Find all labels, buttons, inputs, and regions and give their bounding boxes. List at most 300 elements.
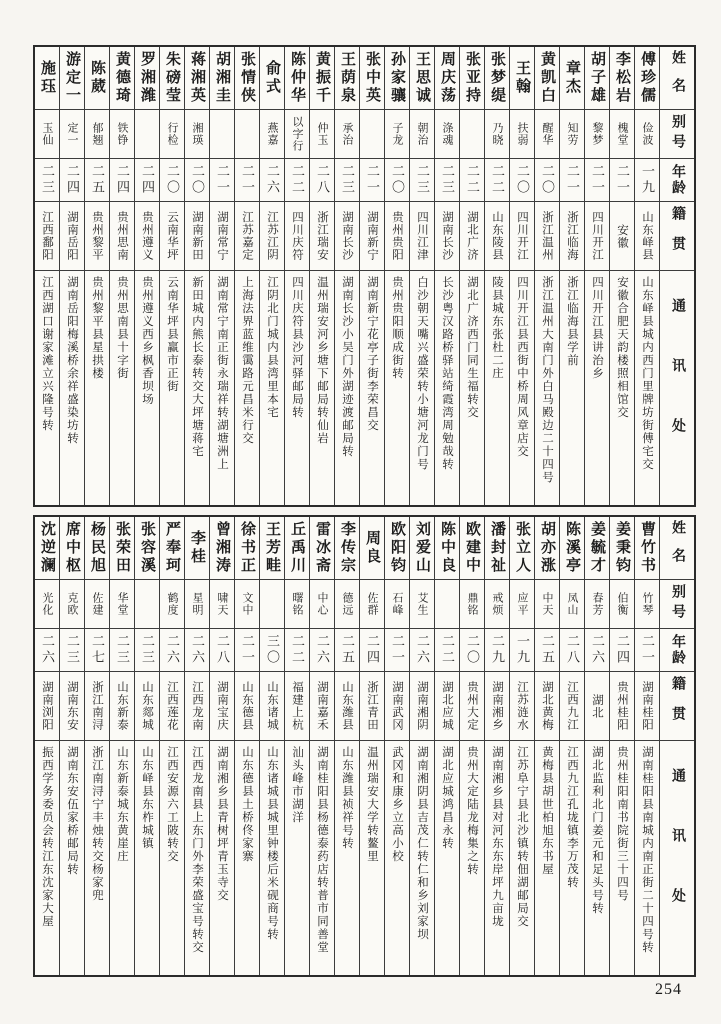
entry-name: 曾湘涛 bbox=[214, 521, 230, 575]
directory-entry-column bbox=[409, 47, 434, 505]
entry-alias: 俭波 bbox=[635, 109, 659, 158]
entry-native-place: 安徽 bbox=[610, 201, 634, 270]
directory-entry-column bbox=[409, 517, 434, 975]
entry-age: 一九 bbox=[510, 628, 534, 671]
directory-entry-column bbox=[334, 47, 359, 505]
directory-entry-column bbox=[134, 47, 159, 505]
entry-native-place: 湖南嘉禾 bbox=[310, 671, 334, 740]
directory-entry-column bbox=[434, 517, 459, 975]
directory-entry-column bbox=[84, 517, 109, 975]
entry-native-place: 贵州桂阳 bbox=[610, 671, 634, 740]
entry-age: 三〇 bbox=[260, 628, 284, 671]
entry-name: 雷冰斋 bbox=[314, 521, 330, 575]
entry-name: 刘爱山 bbox=[414, 521, 430, 575]
entry-age: 二二 bbox=[485, 158, 509, 201]
entry-age: 二八 bbox=[310, 158, 334, 201]
entry-address: 湖南岳阳梅溪桥余祥盛染坊转 bbox=[60, 270, 84, 505]
entry-alias bbox=[135, 109, 159, 158]
directory-entry-column bbox=[109, 517, 134, 975]
entry-native-place: 江西龙南 bbox=[185, 671, 209, 740]
entry-age: 二三 bbox=[410, 158, 434, 201]
entry-age: 二二 bbox=[285, 628, 309, 671]
entry-address: 温州瑞安大学转鳌里 bbox=[360, 740, 384, 975]
directory-entry-column bbox=[159, 47, 184, 505]
entry-native-place: 贵州大定 bbox=[460, 671, 484, 740]
entry-native-place: 江西莲花 bbox=[160, 671, 184, 740]
entry-name: 胡湘圭 bbox=[214, 51, 230, 105]
header-name: 姓名 bbox=[670, 50, 685, 106]
entry-native-place: 山东峄县 bbox=[635, 201, 659, 270]
entry-native-place: 贵州黎平 bbox=[85, 201, 109, 270]
entry-native-place: 福建上杭 bbox=[285, 671, 309, 740]
entry-address: 江西九江孔垅镇李万茂转 bbox=[560, 740, 584, 975]
entry-alias bbox=[260, 579, 284, 628]
entry-address: 湖南常宁南正街永瑞祥转湖塘洲上 bbox=[210, 270, 234, 505]
entry-alias bbox=[360, 109, 384, 158]
directory-entry-column bbox=[359, 47, 384, 505]
entry-name: 王荫泉 bbox=[339, 51, 355, 105]
directory-entry-column bbox=[259, 47, 284, 505]
entry-native-place: 江西鄱阳 bbox=[35, 201, 59, 270]
directory-entry-column bbox=[534, 47, 559, 505]
entry-address: 山东新泰城东黄崖庄 bbox=[110, 740, 134, 975]
entry-name: 孙家骧 bbox=[389, 51, 405, 105]
entry-age: 二四 bbox=[60, 158, 84, 201]
entry-alias: 行检 bbox=[160, 109, 184, 158]
entry-age: 二六 bbox=[310, 628, 334, 671]
entry-name: 陈葳 bbox=[89, 60, 105, 96]
entry-address: 温州瑞安河乡塘下邮局转仙岩 bbox=[310, 270, 334, 505]
directory-entry-column bbox=[284, 47, 309, 505]
directory-entry-column bbox=[459, 47, 484, 505]
directory-entry-column bbox=[259, 517, 284, 975]
entry-address: 贵州大定陆龙梅集之转 bbox=[460, 740, 484, 975]
entry-age: 二八 bbox=[210, 628, 234, 671]
entry-alias: 克欧 bbox=[60, 579, 84, 628]
entry-address: 山东潍县祯祥号转 bbox=[335, 740, 359, 975]
entry-alias: 子龙 bbox=[385, 109, 409, 158]
entry-age: 二三 bbox=[110, 628, 134, 671]
entry-age: 二四 bbox=[110, 158, 134, 201]
entry-address: 湖南桂阳县杨德泰药店转普市同善堂 bbox=[310, 740, 334, 975]
entry-age: 二四 bbox=[135, 158, 159, 201]
entry-alias bbox=[135, 579, 159, 628]
directory-entry-column bbox=[559, 47, 584, 505]
entry-age: 二二 bbox=[460, 158, 484, 201]
entry-alias: 仲玉 bbox=[310, 109, 334, 158]
directory-entry-column bbox=[484, 47, 509, 505]
header-alias: 别号 bbox=[660, 579, 694, 628]
entry-native-place: 湖北 bbox=[585, 671, 609, 740]
entry-alias: 佐建 bbox=[85, 579, 109, 628]
entry-name: 周庆荡 bbox=[439, 51, 455, 105]
header-native-place: 籍贯 bbox=[660, 201, 694, 270]
entry-address: 山东德县土桥佟家寨 bbox=[235, 740, 259, 975]
entry-alias bbox=[460, 109, 484, 158]
directory-entry-column bbox=[35, 517, 59, 975]
entry-name: 沈逆澜 bbox=[39, 521, 55, 575]
entry-alias: 醒华 bbox=[535, 109, 559, 158]
entry-name: 陈中良 bbox=[439, 521, 455, 575]
entry-alias: 鼎铭 bbox=[460, 579, 484, 628]
entry-alias: 知劳 bbox=[560, 109, 584, 158]
directory-entry-column bbox=[209, 47, 234, 505]
entry-age: 二六 bbox=[410, 628, 434, 671]
header-address: 通讯处 bbox=[660, 740, 694, 975]
entry-age: 二六 bbox=[35, 628, 59, 671]
entry-name: 杨民旭 bbox=[89, 521, 105, 575]
entry-name: 黄凯白 bbox=[539, 51, 555, 105]
entry-address: 湖北应城鸿昌永转 bbox=[435, 740, 459, 975]
entry-native-place: 湖北应城 bbox=[435, 671, 459, 740]
entry-address: 湖南湘乡县对河东东岸坪九亩垅 bbox=[485, 740, 509, 975]
entry-alias: 凤山 bbox=[560, 579, 584, 628]
directory-entry-column bbox=[184, 47, 209, 505]
directory-entry-column bbox=[35, 47, 59, 505]
entry-address: 贵州桂阳南书院街三十四号 bbox=[610, 740, 634, 975]
directory-entry-column bbox=[534, 517, 559, 975]
entry-name: 严奉珂 bbox=[164, 521, 180, 575]
entry-address: 振西学务委员会转江东沈家大屋 bbox=[35, 740, 59, 975]
entry-age: 二九 bbox=[485, 628, 509, 671]
entry-name: 俞式 bbox=[264, 60, 280, 96]
entry-name: 黄振千 bbox=[314, 51, 330, 105]
entry-name: 欧阳钧 bbox=[389, 521, 405, 575]
entry-alias: 艾生 bbox=[410, 579, 434, 628]
header-address: 通讯处 bbox=[660, 270, 694, 505]
entry-age: 二六 bbox=[260, 158, 284, 201]
entry-address: 贵州黎平县星拱楼 bbox=[85, 270, 109, 505]
header-name: 姓名 bbox=[670, 520, 685, 576]
entry-age: 二六 bbox=[160, 628, 184, 671]
directory-entry-column bbox=[384, 517, 409, 975]
entry-native-place: 浙江瑞安 bbox=[310, 201, 334, 270]
entry-address: 浙江温州大南门外白马殿边二十四号 bbox=[535, 270, 559, 505]
entry-address: 湖南东安伍家桥邮局转 bbox=[60, 740, 84, 975]
entry-name: 王芳畦 bbox=[264, 521, 280, 575]
directory-entry-column bbox=[609, 47, 634, 505]
entry-name: 张荣田 bbox=[114, 521, 130, 575]
directory-entry-column bbox=[209, 517, 234, 975]
entry-native-place: 四川开江 bbox=[585, 201, 609, 270]
entry-native-place: 江苏嘉定 bbox=[235, 201, 259, 270]
entry-native-place: 湖南长沙 bbox=[335, 201, 359, 270]
entry-name: 姜毓才 bbox=[589, 521, 605, 575]
directory-entry-column bbox=[184, 517, 209, 975]
entry-address: 浙江临海县学前 bbox=[560, 270, 584, 505]
entry-address: 白沙朝天嘴兴盛荣转小塘河龙门号 bbox=[410, 270, 434, 505]
directory-entry-column bbox=[384, 47, 409, 505]
entry-age: 二一 bbox=[585, 158, 609, 201]
entry-age: 二〇 bbox=[185, 158, 209, 201]
directory-entry-column bbox=[609, 517, 634, 975]
entry-address: 湖南湘阴县吉茂仁转仁和乡刘家坝 bbox=[410, 740, 434, 975]
entry-address: 湖南长沙小吴门外湖迹渡邮局转 bbox=[335, 270, 359, 505]
entry-alias: 啸天 bbox=[210, 579, 234, 628]
entry-native-place: 四川江津 bbox=[410, 201, 434, 270]
entry-name: 胡子雄 bbox=[589, 51, 605, 105]
entry-age: 二一 bbox=[360, 158, 384, 201]
entry-alias: 铁铮 bbox=[110, 109, 134, 158]
entry-age: 二四 bbox=[610, 628, 634, 671]
entry-native-place: 湖南桂阳 bbox=[635, 671, 659, 740]
header-native-place: 籍贯 bbox=[660, 671, 694, 740]
entry-address: 汕头峰市湖洋 bbox=[285, 740, 309, 975]
entry-alias bbox=[210, 109, 234, 158]
entry-alias: 华堂 bbox=[110, 579, 134, 628]
entry-address: 浙江南浔宁丰烛转交杨家兜 bbox=[85, 740, 109, 975]
entry-alias: 春芳 bbox=[585, 579, 609, 628]
entry-address: 云南华坪县赢市正街 bbox=[160, 270, 184, 505]
table-separator bbox=[33, 507, 696, 515]
directory-entry-column bbox=[634, 517, 659, 975]
directory-entry-column bbox=[59, 47, 84, 505]
entry-alias: 星明 bbox=[185, 579, 209, 628]
entry-alias: 中天 bbox=[535, 579, 559, 628]
entry-name: 张梦缇 bbox=[489, 51, 505, 105]
directory-entry-column bbox=[84, 47, 109, 505]
directory-entry-column bbox=[59, 517, 84, 975]
entry-name: 李松岩 bbox=[614, 51, 630, 105]
entry-native-place: 云南华坪 bbox=[160, 201, 184, 270]
entry-native-place: 江西九江 bbox=[560, 671, 584, 740]
entry-name: 朱磅莹 bbox=[164, 51, 180, 105]
entry-name: 席中枢 bbox=[64, 521, 80, 575]
entry-native-place: 山东诸城 bbox=[260, 671, 284, 740]
entry-native-place: 湖南武冈 bbox=[385, 671, 409, 740]
directory-entry-column bbox=[134, 517, 159, 975]
entry-alias bbox=[235, 109, 259, 158]
entry-native-place: 湖南湘阴 bbox=[410, 671, 434, 740]
entry-age: 二三 bbox=[35, 158, 59, 201]
entry-name: 章杰 bbox=[564, 60, 580, 96]
entry-age: 二八 bbox=[560, 628, 584, 671]
entry-age: 二三 bbox=[435, 158, 459, 201]
entry-name: 陈溪亭 bbox=[564, 521, 580, 575]
header-column bbox=[659, 47, 694, 505]
entry-alias: 湘瑛 bbox=[185, 109, 209, 158]
entry-name: 陈仲华 bbox=[289, 51, 305, 105]
directory-entry-column bbox=[334, 517, 359, 975]
entry-address: 贵州遵义西乡枫香坝场 bbox=[135, 270, 159, 505]
entry-native-place: 湖南岳阳 bbox=[60, 201, 84, 270]
entry-name: 施珏 bbox=[39, 60, 55, 96]
entry-address: 江阴北门城内县湾里本宅 bbox=[260, 270, 284, 505]
entry-native-place: 湖南新宁 bbox=[360, 201, 384, 270]
entry-name: 罗湘潍 bbox=[139, 51, 155, 105]
entry-age: 二一 bbox=[235, 628, 259, 671]
entry-name: 徐书正 bbox=[239, 521, 255, 575]
directory-table-top bbox=[33, 45, 696, 507]
entry-age: 二〇 bbox=[385, 158, 409, 201]
directory-entry-column bbox=[509, 47, 534, 505]
entry-alias: 文中 bbox=[235, 579, 259, 628]
entry-address: 黄梅县胡世柏旭东书屋 bbox=[535, 740, 559, 975]
entry-native-place: 湖南东安 bbox=[60, 671, 84, 740]
directory-entry-column bbox=[484, 517, 509, 975]
entry-native-place: 山东郯城 bbox=[135, 671, 159, 740]
entry-alias bbox=[435, 579, 459, 628]
header-age: 年龄 bbox=[660, 628, 694, 671]
entry-address: 安徽合肥天韵楼照相馆交 bbox=[610, 270, 634, 505]
entry-native-place: 湖南常宁 bbox=[210, 201, 234, 270]
entry-name: 曹竹书 bbox=[639, 521, 655, 575]
entry-age: 二一 bbox=[210, 158, 234, 201]
entry-name: 张情侠 bbox=[239, 51, 255, 105]
entry-alias: 鹤度 bbox=[160, 579, 184, 628]
entry-name: 张立人 bbox=[514, 521, 530, 575]
entry-address: 四川庆符县沙河驿邮局转 bbox=[285, 270, 309, 505]
entry-native-place: 浙江临海 bbox=[560, 201, 584, 270]
entry-native-place: 湖南宝庆 bbox=[210, 671, 234, 740]
entry-address: 江西安源六工陂转交 bbox=[160, 740, 184, 975]
entry-name: 潘封祉 bbox=[489, 521, 505, 575]
entry-name: 胡亦涨 bbox=[539, 521, 555, 575]
entry-name: 丘禹川 bbox=[289, 521, 305, 575]
entry-age: 二六 bbox=[185, 628, 209, 671]
entry-age: 二〇 bbox=[460, 628, 484, 671]
entry-alias: 曙铭 bbox=[285, 579, 309, 628]
entry-alias: 应平 bbox=[510, 579, 534, 628]
entry-age: 二一 bbox=[560, 158, 584, 201]
entry-name: 傅珍儒 bbox=[639, 51, 655, 105]
entry-age: 二五 bbox=[85, 158, 109, 201]
directory-entry-column bbox=[234, 47, 259, 505]
entry-address: 陵县城东张杜二庄 bbox=[485, 270, 509, 505]
entry-alias: 黎梦 bbox=[585, 109, 609, 158]
directory-entry-column bbox=[559, 517, 584, 975]
entry-native-place: 贵州遵义 bbox=[135, 201, 159, 270]
entry-alias: 槐堂 bbox=[610, 109, 634, 158]
entry-age: 二五 bbox=[335, 628, 359, 671]
entry-name: 周良 bbox=[364, 530, 380, 566]
entry-native-place: 湖南新田 bbox=[185, 201, 209, 270]
entry-age: 二三 bbox=[60, 628, 84, 671]
entry-native-place: 浙江青田 bbox=[360, 671, 384, 740]
entry-address: 武冈和康乡立高小校 bbox=[385, 740, 409, 975]
entry-age: 二一 bbox=[235, 158, 259, 201]
entry-age: 二〇 bbox=[160, 158, 184, 201]
entry-age: 二七 bbox=[85, 628, 109, 671]
entry-address: 湖南桂阳县南城内南正街二十四号转 bbox=[635, 740, 659, 975]
directory-entry-column bbox=[434, 47, 459, 505]
entry-native-place: 江苏江阴 bbox=[260, 201, 284, 270]
entry-alias: 光化 bbox=[35, 579, 59, 628]
entry-address: 新田城内熊长泰转交大坪塘蒋宅 bbox=[185, 270, 209, 505]
directory-entry-column bbox=[359, 517, 384, 975]
entry-native-place: 山东陵县 bbox=[485, 201, 509, 270]
entry-name: 蒋湘英 bbox=[189, 51, 205, 105]
directory-entry-column bbox=[109, 47, 134, 505]
entry-alias: 郁翘 bbox=[85, 109, 109, 158]
entry-native-place: 湖北黄梅 bbox=[535, 671, 559, 740]
directory-entry-column bbox=[459, 517, 484, 975]
entry-age: 二四 bbox=[360, 628, 384, 671]
entry-native-place: 山东潍县 bbox=[335, 671, 359, 740]
entry-alias: 承治 bbox=[335, 109, 359, 158]
entry-native-place: 贵州贵阳 bbox=[385, 201, 409, 270]
entry-age: 二一 bbox=[385, 628, 409, 671]
entry-native-place: 湖南长沙 bbox=[435, 201, 459, 270]
entry-alias: 以字行 bbox=[285, 109, 309, 158]
entry-age: 二三 bbox=[335, 158, 359, 201]
entry-alias: 竹琴 bbox=[635, 579, 659, 628]
entry-address: 江西龙南县上东门外李荣盛宝号转交 bbox=[185, 740, 209, 975]
entry-native-place: 湖北广济 bbox=[460, 201, 484, 270]
entry-age: 二一 bbox=[635, 628, 659, 671]
entry-alias: 定一 bbox=[60, 109, 84, 158]
entry-native-place: 江苏涟水 bbox=[510, 671, 534, 740]
entry-address: 湖南湘乡县青树坪青玉寺交 bbox=[210, 740, 234, 975]
entry-age: 二二 bbox=[435, 628, 459, 671]
entry-alias: 玉仙 bbox=[35, 109, 59, 158]
entry-native-place: 湖南湘乡 bbox=[485, 671, 509, 740]
entry-address: 上海法界蓝维霭路元昌米行交 bbox=[235, 270, 259, 505]
entry-name: 李传宗 bbox=[339, 521, 355, 575]
directory-entry-column bbox=[634, 47, 659, 505]
entry-name: 张中英 bbox=[364, 51, 380, 105]
directory-entry-column bbox=[159, 517, 184, 975]
directory-table-bottom bbox=[33, 515, 696, 977]
entry-age: 一九 bbox=[635, 158, 659, 201]
entry-address: 湖北广济西门同生福转交 bbox=[460, 270, 484, 505]
entry-age: 二六 bbox=[585, 628, 609, 671]
entry-alias: 扶弱 bbox=[510, 109, 534, 158]
entry-alias: 燕嘉 bbox=[260, 109, 284, 158]
entry-name: 张亚持 bbox=[464, 51, 480, 105]
header-age: 年龄 bbox=[660, 158, 694, 201]
entry-age: 二〇 bbox=[510, 158, 534, 201]
entry-address: 山东峄县东柞城镇 bbox=[135, 740, 159, 975]
entry-address: 四川开江县讲治乡 bbox=[585, 270, 609, 505]
entry-native-place: 四川庆符 bbox=[285, 201, 309, 270]
directory-page bbox=[33, 45, 696, 977]
page-number: 254 bbox=[655, 981, 682, 998]
entry-name: 王思诚 bbox=[414, 51, 430, 105]
entry-address: 山东峄县城内西门里牌坊街傅宅交 bbox=[635, 270, 659, 505]
entry-address: 湖北监利北门姜元和足头号转 bbox=[585, 740, 609, 975]
entry-age: 二〇 bbox=[535, 158, 559, 201]
entry-address: 贵州思南县十字街 bbox=[110, 270, 134, 505]
entry-name: 游定一 bbox=[64, 51, 80, 105]
entry-name: 张容溪 bbox=[139, 521, 155, 575]
entry-address: 四川开江县西街中桥周风章店交 bbox=[510, 270, 534, 505]
entry-age: 二五 bbox=[535, 628, 559, 671]
entry-address: 山东诸城县城里钟楼后米砚商号转 bbox=[260, 740, 284, 975]
entry-native-place: 山东新泰 bbox=[110, 671, 134, 740]
directory-entry-column bbox=[584, 517, 609, 975]
entry-address: 湖南新宁花亭子街李荣昌交 bbox=[360, 270, 384, 505]
entry-age: 二三 bbox=[135, 628, 159, 671]
entry-native-place: 浙江温州 bbox=[535, 201, 559, 270]
entry-alias: 德远 bbox=[335, 579, 359, 628]
directory-entry-column bbox=[284, 517, 309, 975]
entry-name: 姜秉钧 bbox=[614, 521, 630, 575]
entry-alias: 伯衡 bbox=[610, 579, 634, 628]
entry-name: 李桂 bbox=[189, 530, 205, 566]
entry-alias: 朝治 bbox=[410, 109, 434, 158]
entry-native-place: 山东德县 bbox=[235, 671, 259, 740]
entry-name: 王翰 bbox=[514, 60, 530, 96]
directory-entry-column bbox=[509, 517, 534, 975]
entry-alias: 乃晓 bbox=[485, 109, 509, 158]
entry-native-place: 四川开江 bbox=[510, 201, 534, 270]
entry-name: 欧建中 bbox=[464, 521, 480, 575]
entry-native-place: 浙江南浔 bbox=[85, 671, 109, 740]
entry-address: 长沙粤汉路桥驿站绮霞湾周勉哉转 bbox=[435, 270, 459, 505]
entry-age: 二二 bbox=[285, 158, 309, 201]
entry-alias: 佐群 bbox=[360, 579, 384, 628]
